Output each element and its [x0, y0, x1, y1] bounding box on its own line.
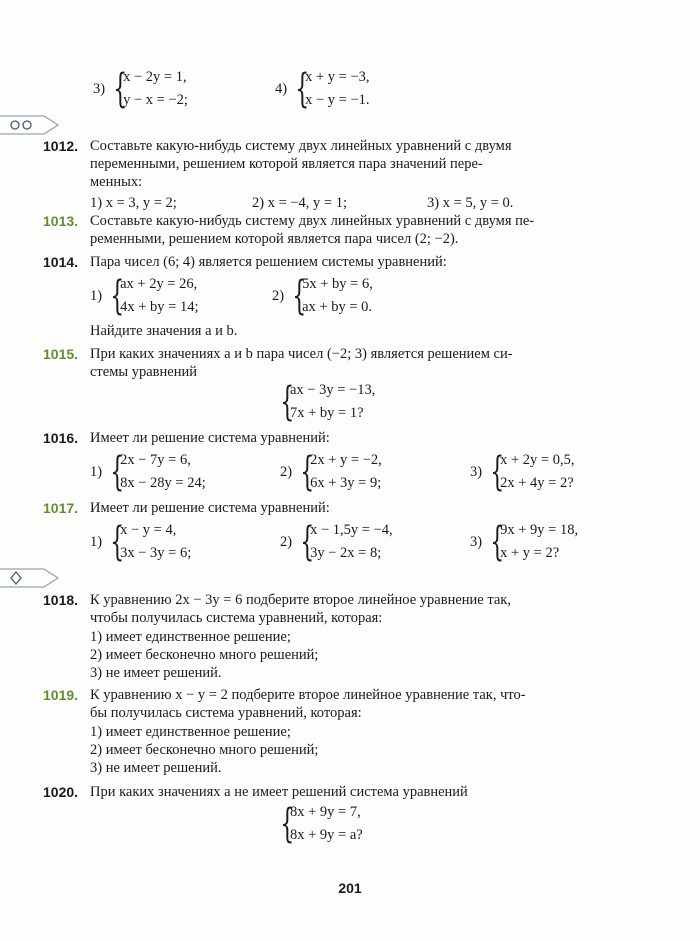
system-top-3 [93, 66, 188, 112]
equation: 7x + by = 1? [290, 405, 364, 421]
equation: 3y − 2x = 8; [310, 545, 382, 561]
equation: x − y = 4, [120, 522, 177, 538]
difficulty-diamond-icon [0, 567, 62, 589]
brace: { [280, 801, 295, 847]
system-1016-3 [470, 449, 574, 495]
brace: { [110, 273, 125, 319]
option: 1) x = 3, y = 2; [90, 195, 177, 211]
equation: ax + 2y = 26, [120, 276, 198, 292]
brace: { [295, 66, 310, 112]
system-label: 3) [470, 533, 483, 550]
brace: { [110, 519, 125, 565]
option: 2) имеет бесконечно много решений; [90, 742, 319, 758]
problem-number: 1015. [43, 346, 79, 362]
system-label: 1) [90, 287, 103, 304]
brace: { [280, 379, 295, 425]
equation: 2x + 4y = 2? [500, 475, 574, 491]
system-label: 1) [90, 533, 103, 550]
system-1015 [278, 379, 375, 425]
option: 1) имеет единственное решение; [90, 629, 291, 645]
equation: 4x + by = 14; [120, 299, 199, 315]
brace: { [110, 449, 125, 495]
equation: 8x + 9y = a? [290, 827, 363, 843]
equation: 2x − 7y = 6, [120, 452, 191, 468]
equation: ax − 3y = −13, [290, 382, 376, 398]
problem-text: менных: [90, 174, 143, 190]
option: 1) имеет единственное решение; [90, 724, 291, 740]
option: 2) x = −4, y = 1; [252, 195, 348, 211]
equation: x − 1,5y = −4, [310, 522, 393, 538]
problem-text: Имеет ли решение система уравнений: [90, 500, 330, 516]
system-label: 3) [93, 80, 106, 97]
system-1016-1 [90, 449, 206, 495]
system-1017-2 [280, 519, 393, 565]
equation: x + y = −3, [305, 69, 370, 85]
brace: { [113, 66, 128, 112]
problem-text: Составьте какую-нибудь систему двух линейных уравнений с двумя пе- [90, 213, 535, 229]
equation: x + 2y = 0,5, [500, 452, 575, 468]
system-top-4 [275, 66, 370, 112]
problem-text: Пара чисел (6; 4) является решением системы уравнений: [90, 254, 447, 270]
problem-number: 1020. [43, 784, 79, 800]
system-1016-2 [280, 449, 382, 495]
page-number: 201 [338, 880, 362, 896]
problem-text: К уравнению 2x − 3y = 6 подберите второе линейное уравнение так, [90, 592, 511, 608]
problem-number: 1017. [43, 500, 79, 516]
problem-number: 1019. [43, 687, 79, 703]
system-1014-2 [272, 273, 373, 319]
brace: { [490, 519, 505, 565]
equation: x − 2y = 1, [123, 69, 187, 85]
system-1017-3 [470, 519, 578, 565]
problem-text: Имеет ли решение система уравнений: [90, 430, 330, 446]
problem-text: К уравнению x − y = 2 подберите второе линейное уравнение так, что- [90, 687, 526, 703]
equation: x − y = −1. [305, 92, 370, 108]
system-label: 2) [280, 533, 293, 550]
equation: 2x + y = −2, [310, 452, 382, 468]
problem-text: бы получилась система уравнений, которая: [90, 705, 362, 721]
problem-text: Составьте какую-нибудь систему двух линейных уравнений с двумя [90, 138, 512, 154]
problem-number: 1012. [43, 138, 79, 154]
problem-text: чтобы получилась система уравнений, которая: [90, 610, 383, 626]
system-label: 2) [280, 463, 293, 480]
system-1020 [278, 801, 363, 847]
problem-number: 1018. [43, 592, 79, 608]
brace: { [300, 519, 315, 565]
equation: y − x = −2; [123, 92, 188, 108]
equation: 8x − 28y = 24; [120, 475, 206, 491]
equation: ax + by = 0. [302, 299, 373, 315]
option: 3) не имеет решений. [90, 760, 222, 776]
equation: 8x + 9y = 7, [290, 804, 361, 820]
equation: x + y = 2? [500, 545, 560, 561]
option: 3) x = 5, y = 0. [427, 195, 514, 211]
option: 2) имеет бесконечно много решений; [90, 647, 319, 663]
equation: 3x − 3y = 6; [120, 545, 192, 561]
equation: 5x + by = 6, [302, 276, 373, 292]
brace: { [300, 449, 315, 495]
problem-text: переменными, решением которой является пара значений пере- [90, 156, 483, 172]
problem-text: ременными, решением которой является пара чисел (2; −2). [90, 231, 459, 247]
problem-number: 1016. [43, 430, 79, 446]
option: 3) не имеет решений. [90, 665, 222, 681]
problem-number: 1013. [43, 213, 79, 229]
difficulty-marker-icon [0, 114, 62, 136]
brace: { [292, 273, 307, 319]
system-1017-1 [90, 519, 191, 565]
system-label: 4) [275, 80, 288, 97]
problem-text: Найдите значения a и b. [90, 323, 238, 339]
system-label: 1) [90, 463, 103, 480]
equation: 6x + 3y = 9; [310, 475, 382, 491]
problem-text: При каких значениях a не имеет решений система уравнений [90, 784, 468, 800]
system-label: 2) [272, 287, 285, 304]
system-label: 3) [470, 463, 483, 480]
problem-text: стемы уравнений [90, 364, 198, 380]
system-1014-1 [90, 273, 198, 319]
brace: { [490, 449, 505, 495]
equation: 9x + 9y = 18, [500, 522, 579, 538]
problem-number: 1014. [43, 254, 79, 270]
problem-text: При каких значениях a и b пара чисел (−2; 3) является решением си- [90, 346, 513, 362]
